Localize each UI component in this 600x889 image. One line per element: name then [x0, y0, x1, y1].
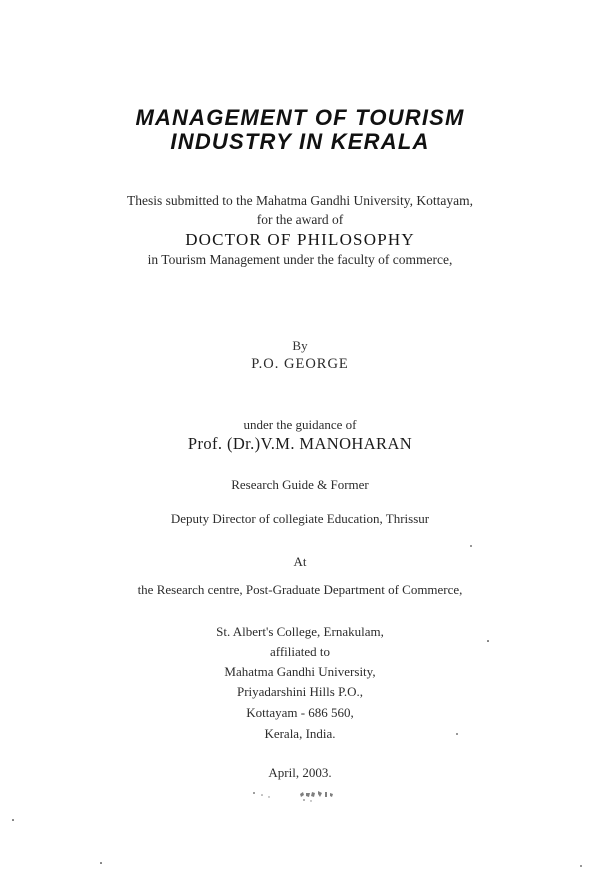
- affiliated-to: affiliated to: [269, 644, 331, 659]
- guide-role-2: Deputy Director of collegiate Education, Thrissur: [170, 511, 430, 526]
- by-label: By: [292, 338, 308, 353]
- submission-line-3: in Tourism Management under the faculty of commerce,: [147, 252, 453, 267]
- submission-line-1: Thesis submitted to the Mahatma Gandhi University, Kottayam,: [127, 193, 473, 208]
- college-name: St. Albert's College, Ernakulam,: [216, 624, 384, 639]
- submission-date: April, 2003.: [268, 765, 332, 780]
- guide-role-1: Research Guide & Former: [231, 477, 369, 492]
- city-line: Kottayam - 686 560,: [246, 705, 354, 720]
- address-line: Priyadarshini Hills P.O.,: [236, 684, 364, 699]
- guidance-intro: under the guidance of: [243, 417, 357, 432]
- faint-stamp-marks: [248, 783, 358, 807]
- at-label: At: [293, 554, 307, 569]
- submission-line-2: for the award of: [256, 212, 344, 227]
- university-name: Mahatma Gandhi University,: [224, 664, 376, 679]
- scan-speck: [470, 545, 472, 547]
- scan-speck: [580, 865, 582, 867]
- research-centre: the Research centre, Post-Graduate Department of Commerce,: [137, 582, 463, 597]
- scan-speck: [100, 862, 102, 864]
- degree-name: DOCTOR OF PHILOSOPHY: [185, 230, 415, 249]
- state-line: Kerala, India.: [264, 726, 336, 741]
- thesis-title-line-2: INDUSTRY IN KERALA: [170, 129, 430, 154]
- guide-name: Prof. (Dr.)V.M. MANOHARAN: [187, 434, 413, 453]
- scan-speck: [487, 640, 489, 642]
- scan-speck: [12, 819, 14, 821]
- scan-speck: [456, 733, 458, 735]
- thesis-title-line-1: MANAGEMENT OF TOURISM: [135, 105, 465, 130]
- author-name: P.O. GEORGE: [251, 356, 349, 372]
